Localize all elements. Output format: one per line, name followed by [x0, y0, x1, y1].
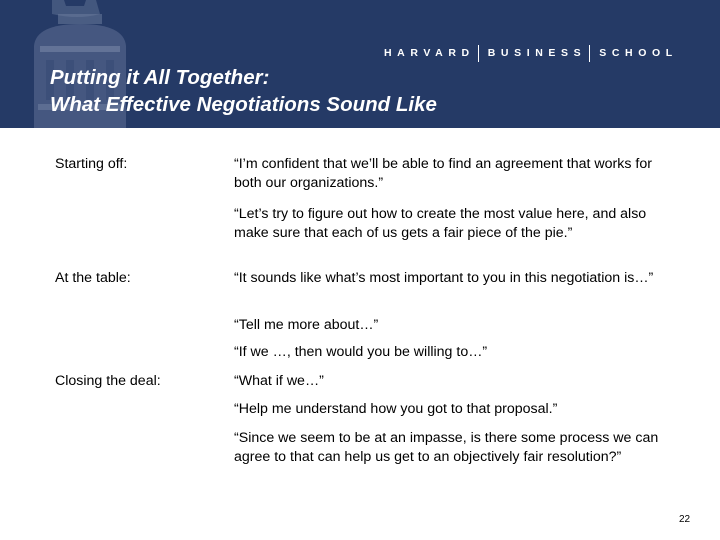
quote-at-the-table-3: “If we …, then would you be willing to…” [234, 344, 488, 360]
section-label-at-the-table: At the table: [55, 270, 131, 286]
quote-starting-off-1: “I’m confident that we’ll be able to find an agreement that works for both our organizations.” [234, 156, 652, 191]
quote-at-the-table-1: “It sounds like what’s most important to you in this negotiation is…” [234, 270, 654, 286]
section-label-closing-the-deal: Closing the deal: [55, 373, 161, 389]
brand-divider [589, 45, 590, 62]
quote-closing-the-deal-3: “Since we seem to be at an impasse, is there some process we can agree to that can help us get to an objectively fair resolution?” [234, 430, 659, 465]
quote-starting-off-2: “Let’s try to figure out how to create the most value here, and also make sure that each of us gets a fair piece of the pie.” [234, 206, 647, 241]
brand-divider [478, 45, 479, 62]
page-number: 22 [679, 514, 691, 525]
slide-title-line-2: What Effective Negotiations Sound Like [50, 93, 437, 116]
quote-closing-the-deal-1: “What if we…” [234, 373, 324, 389]
section-label-starting-off: Starting off: [55, 156, 128, 172]
slide-title-line-1: Putting it All Together: [50, 66, 270, 89]
harvard-business-school-logo [384, 44, 678, 62]
slide-header [0, 0, 720, 128]
brand-word-school: SCHOOL [599, 47, 678, 59]
brand-word-harvard: HARVARD [384, 47, 475, 59]
quote-closing-the-deal-2: “Help me understand how you got to that proposal.” [234, 401, 558, 417]
brand-word-business: BUSINESS [487, 47, 587, 59]
slide-title [50, 64, 437, 118]
quote-at-the-table-2: “Tell me more about…” [234, 317, 379, 333]
